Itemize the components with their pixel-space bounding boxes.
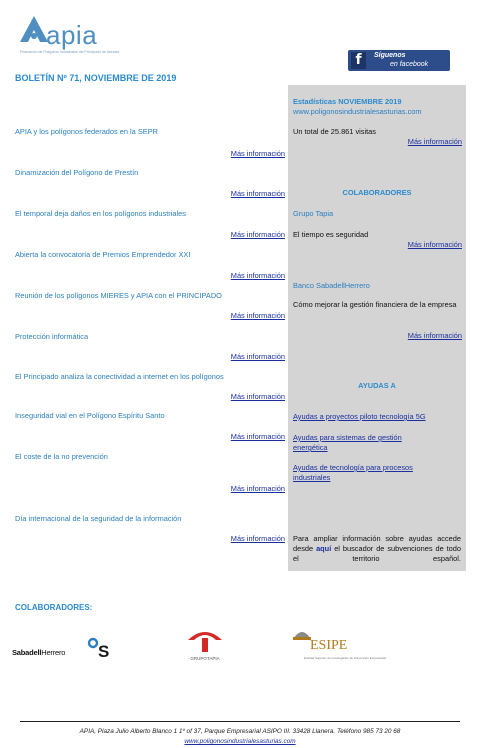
news-title[interactable]: El coste de la no prevención (15, 452, 108, 461)
sabadell-logo-part1: Sabadell (12, 648, 42, 657)
news-title[interactable]: Protección informática (15, 332, 89, 341)
news-title[interactable]: El temporal deja daños en los polígonos industriales (15, 209, 186, 218)
footer-address: APIA, Plaza Julio Alberto Blanco 1 1º of 37, Parque Empresarial ASIPO III. 33428 Llanera. Teléfono 985 73 20 68 (79, 728, 401, 735)
colab-tapia-name: Grupo Tapia (293, 209, 334, 218)
more-info-link[interactable]: Más información (230, 311, 285, 320)
facebook-icon: f (351, 52, 366, 69)
ayudas-heading: AYUDAS A (358, 381, 396, 390)
logo-tagline: Federación de Polígonos Industriales del Principado de Asturias (20, 50, 120, 54)
more-info-link[interactable]: Más información (230, 230, 285, 239)
facebook-follow-button[interactable] (348, 50, 450, 71)
colab-sabadell-name: Banco SabadellHerrero (293, 281, 370, 290)
info-text-before: Para ampliar información sobre ayudas accede desde (293, 534, 461, 553)
apia-logo (18, 12, 128, 62)
collaborators-title: COLABORADORES: (15, 603, 93, 612)
facebook-line2: en facebook (390, 61, 429, 68)
info-text-after: el buscador de subvenciones de todo el territorio español. (293, 544, 461, 563)
grupo-tapia-logo[interactable] (182, 626, 228, 666)
esipe-wordmark: ESIPE (310, 638, 348, 653)
esipe-logo[interactable] (292, 626, 386, 666)
colab-sabadell-text: Cómo mejorar la gestión financiera de la empresa (293, 300, 457, 309)
colab-tapia-more-link[interactable]: Más información (407, 240, 462, 249)
ayuda-link-energia[interactable]: Ayudas para sistemas de gestión energética (293, 433, 402, 452)
stats-visits: Un total de 25.861 visitas (293, 127, 376, 136)
footer-divider (20, 721, 460, 722)
colab-tapia-text: El tiempo es seguridad (293, 230, 369, 239)
news-title[interactable]: Inseguridad vial en el Polígono Espíritu Santo (15, 411, 165, 420)
stats-website[interactable]: www.poligonosindustrialesasturias.com (293, 107, 422, 116)
tapia-arch-icon (182, 626, 228, 656)
facebook-line1: Síguenos (374, 52, 406, 59)
news-title[interactable]: Reunión de los polígonos MIERES y APIA con el PRINCIPADO (15, 291, 222, 300)
more-info-link[interactable]: Más información (230, 271, 285, 280)
os-logo-icon[interactable] (87, 637, 113, 659)
sidebar-panel (288, 85, 466, 571)
more-info-link[interactable]: Más información (230, 484, 285, 493)
news-title[interactable]: El Principado analiza la conectividad a internet en los polígonos (15, 372, 224, 381)
news-title[interactable]: APIA y los polígonos federados en la SEPR (15, 127, 158, 136)
more-info-link[interactable]: Más información (230, 432, 285, 441)
news-title[interactable]: Abierta la convocatoria de Premios Emprendedor XXI (15, 250, 191, 259)
colab-sabadell-more-link[interactable]: Más información (407, 331, 462, 340)
search-aid-link[interactable]: aquí (316, 544, 332, 553)
ayuda-link-procesos[interactable]: Ayudas de tecnología para procesos industriales (293, 463, 413, 482)
news-title[interactable]: Día internacional de la seguridad de la información (15, 514, 182, 523)
more-info-link[interactable]: Más información (230, 149, 285, 158)
sabadell-logo-part2: Herrero (41, 648, 66, 657)
tapia-logo-text: GRUPOTAPIA (190, 656, 220, 661)
svg-text:S: S (98, 642, 110, 659)
ayudas-info-text (293, 534, 461, 564)
news-title[interactable]: Dinamización del Polígono de Prestín (15, 168, 139, 177)
sabadell-logo[interactable] (12, 648, 65, 657)
bulletin-title: BOLETÍN Nº 71, NOVIEMBRE DE 2019 (15, 73, 177, 83)
esipe-helmet-icon (292, 626, 312, 644)
more-info-link[interactable]: Más información (230, 352, 285, 361)
logo-wordmark: apia (46, 20, 98, 50)
more-info-link[interactable]: Más información (230, 534, 285, 543)
esipe-tagline: Entidad Superior de Investigación de Prevención Empresarial (304, 656, 386, 660)
footer-website-link[interactable]: www.poligonosindustrialesasturias.com (184, 738, 296, 745)
ayuda-link-5g[interactable]: Ayudas a proyectos piloto tecnología 5G (293, 412, 426, 421)
more-info-link[interactable]: Más información (230, 189, 285, 198)
stats-title: Estadísticas NOVIEMBRE 2019 (293, 97, 402, 106)
colab-heading: COLABORADORES (342, 188, 412, 197)
more-info-link[interactable]: Más información (230, 392, 285, 401)
stats-more-link[interactable]: Más información (407, 137, 462, 146)
